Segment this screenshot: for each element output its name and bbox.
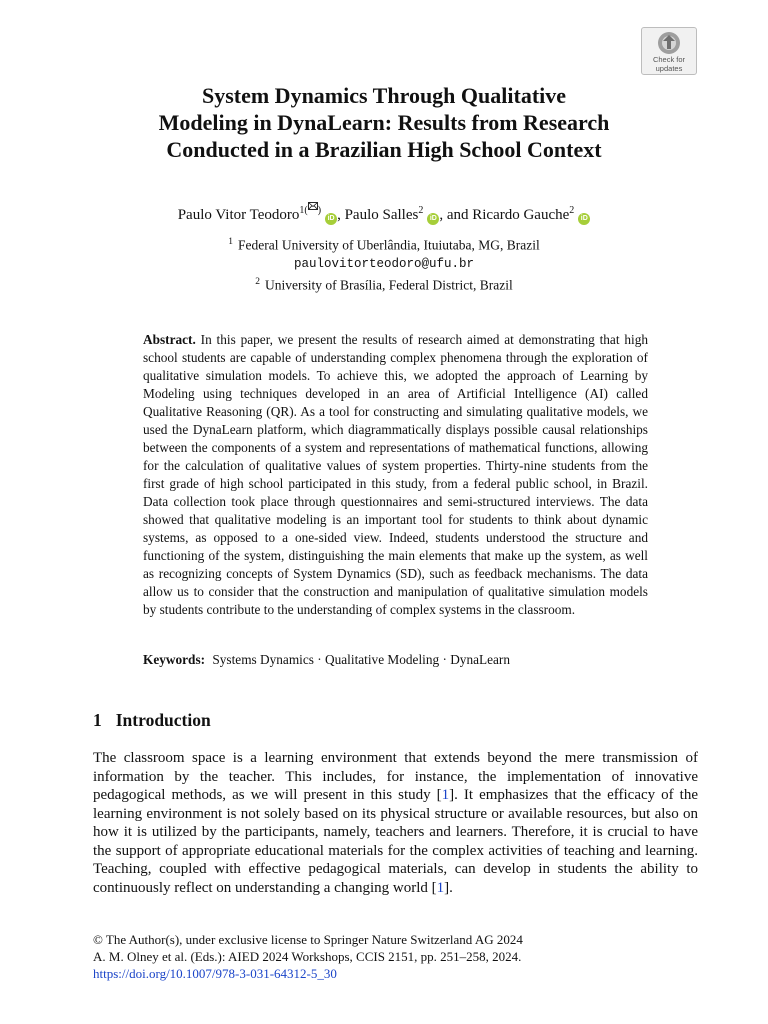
affiliation-number: 1 <box>228 237 233 247</box>
keywords <box>143 651 648 669</box>
author-email[interactable]: paulovitorteodoro@ufu.br <box>293 256 475 271</box>
author-name: Ricardo Gauche <box>472 207 570 223</box>
section-title: Introduction <box>115 710 211 730</box>
author-separator: , and <box>439 207 473 223</box>
copyright-line: © The Author(s), under exclusive license to Springer Nature Switzerland AG 2024 <box>93 932 523 947</box>
envelope-icon[interactable] <box>308 202 318 210</box>
orcid-icon[interactable]: iD <box>578 213 590 225</box>
keywords-text: Systems Dynamics · Qualitative Modeling · DynaLearn <box>212 652 511 667</box>
intro-text: ]. It emphasizes that the efficacy of the learning environment is not solely based on its physical structure or available resources, but also on how it is utilized by the participants, namely, teachers and learners. Therefore, it is crucial to have the support of appropriate educational materials for the complex activities of teaching and learning. Teaching, coupled with effective pedagogical materials, can develop in students the ability to continuously reflect on understanding a changing world [ <box>93 787 698 896</box>
author-list <box>80 201 688 225</box>
paper-title <box>100 82 668 163</box>
citation-link[interactable]: 1 <box>441 787 450 803</box>
author-affil-sup: 1( ) <box>299 205 321 216</box>
keywords-label: Keywords: <box>143 652 206 667</box>
intro-text: The classroom space is a learning environment that extends beyond the mere transmission of information by the teacher. This includes, for instance, the implementation of innovative pedagogical methods, as we will present in this study [ <box>93 750 698 803</box>
check-for-updates-icon <box>657 31 681 55</box>
title-line-1: System Dynamics Through Qualitative <box>201 83 567 108</box>
section-number: 1 <box>93 710 102 730</box>
affiliation-2 <box>80 273 688 295</box>
author-separator: , <box>337 207 345 223</box>
orcid-icon[interactable]: iD <box>325 213 337 225</box>
badge-line-1: Check for <box>652 55 686 64</box>
author-affil-sup: 2 <box>418 205 424 216</box>
affiliation-1 <box>80 233 688 255</box>
citation-line: A. M. Olney et al. (Eds.): AIED 2024 Workshops, CCIS 2151, pp. 251–258, 2024. <box>93 949 522 964</box>
check-for-updates-badge[interactable] <box>641 27 697 75</box>
title-line-2: Modeling in DynaLearn: Results from Research <box>158 110 610 135</box>
author-affil-sup: 2 <box>569 205 575 216</box>
author-name: Paulo Vitor Teodoro <box>177 207 300 223</box>
author-name: Paulo Salles <box>344 207 419 223</box>
affiliation-text: University of Brasília, Federal District, Brazil <box>264 277 513 292</box>
intro-paragraph <box>93 749 698 897</box>
abstract-label: Abstract. <box>143 332 196 347</box>
title-line-3: Conducted in a Brazilian High School Context <box>166 137 602 162</box>
affiliation-text: Federal University of Uberlândia, Ituiutaba, MG, Brazil <box>237 237 540 253</box>
abstract <box>143 331 648 619</box>
citation-link[interactable]: 1 <box>436 879 445 896</box>
section-heading <box>93 710 211 731</box>
affiliation-number: 2 <box>255 276 260 287</box>
badge-line-2: updates <box>655 64 683 73</box>
orcid-icon[interactable]: iD <box>427 213 439 225</box>
copyright-footer <box>93 931 693 982</box>
affiliations <box>80 233 688 294</box>
doi-link[interactable]: https://doi.org/10.1007/978-3-031-64312-5_30 <box>93 966 337 981</box>
intro-text: ]. <box>444 879 453 896</box>
abstract-text: In this paper, we present the results of research aimed at demonstrating that high school students are capable of understanding complex phenomena through the exploration of qualitative simulation models. To achieve this, we adopted the approach of Learning by Modeling using techniques developed in an area of Artificial Intelligence (AI) called Qualitative Reasoning (QR). As a tool for constructing and simulating qualitative models, we used the DynaLearn platform, which diagrammatically displays possible causal relationships between the components of a system and representations of mathematical functions, allowing for the calculation of qualitative values of system properties. Thirty-nine students from the first grade of high school participated in this study, from a federal public school, in Brazil. Data collection took place through questionnaires and semi-structured interviews. The data showed that qualitative modeling is an important tool for students to think about dynamic systems, as opposed to a one-sided view. Indeed, students understood the structure and functioning of the system, distinguishing the main elements that make up the system, as well as recognizing concepts of System Dynamics (SD), such as feedback mechanisms. The data allow us to consider that the construction and manipulation of qualitative simulation models by students contribute to the understanding of complex systems in the classroom. <box>143 332 648 617</box>
